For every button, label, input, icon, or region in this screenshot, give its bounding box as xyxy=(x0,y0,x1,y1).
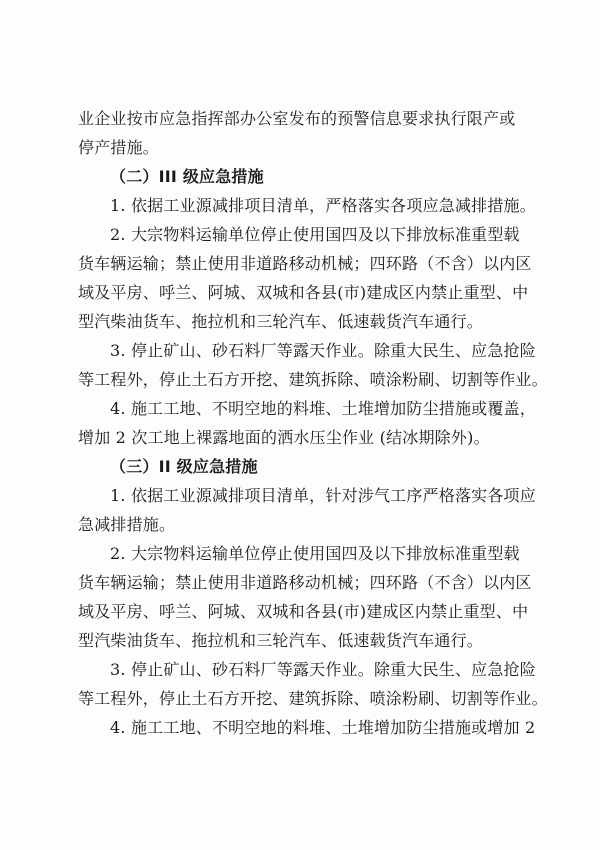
text-line: 2. 大宗物料运输单位停止使用国四及以下排放标准重型载 xyxy=(110,225,520,244)
text-line: 货车辆运输；禁止使用非道路移动机械；四环路（不含）以内区 xyxy=(78,573,532,592)
text-line: 域及平房、呼兰、阿城、双城和各县(市)建成区内禁止重型、中 xyxy=(78,283,529,302)
text-line: 等工程外，停止土石方开挖、建筑拆除、喷涂粉刷、切割等作业。 xyxy=(78,370,548,389)
text-line: 1. 依据工业源减排项目清单，针对涉气工序严格落实各项应 xyxy=(110,486,536,505)
text-line: 等工程外，停止土石方开挖、建筑拆除、喷涂粉刷、切割等作业。 xyxy=(78,689,548,708)
text-line: 停产措施。 xyxy=(78,138,160,157)
section-heading-level-2: （三）II 级应急措施 xyxy=(110,457,258,476)
text-line: 4. 施工工地、不明空地的料堆、土堆增加防尘措施或覆盖， xyxy=(110,399,536,418)
text-line: 型汽柴油货车、拖拉机和三轮汽车、低速载货汽车通行。 xyxy=(78,312,484,331)
text-line: 货车辆运输；禁止使用非道路移动机械；四环路（不含）以内区 xyxy=(78,254,532,273)
text-line: 增加 2 次工地上裸露地面的洒水压尘作业 (结冰期除外)。 xyxy=(78,428,490,447)
text-line: 急减排措施。 xyxy=(78,515,176,534)
text-line: 4. 施工工地、不明空地的料堆、土堆增加防尘措施或增加 2 xyxy=(110,718,536,737)
text-line: 3. 停止矿山、砂石料厂等露天作业。除重大民生、应急抢险 xyxy=(110,341,536,360)
text-line: 型汽柴油货车、拖拉机和三轮汽车、低速载货汽车通行。 xyxy=(78,631,484,650)
text-line: 1. 依据工业源减排项目清单，严格落实各项应急减排措施。 xyxy=(110,196,536,215)
text-line: 业企业按市应急指挥部办公室发布的预警信息要求执行限产或 xyxy=(78,109,516,128)
text-line: 2. 大宗物料运输单位停止使用国四及以下排放标准重型载 xyxy=(110,544,520,563)
text-line: 域及平房、呼兰、阿城、双城和各县(市)建成区内禁止重型、中 xyxy=(78,602,529,621)
section-heading-level-3: （二）III 级应急措施 xyxy=(110,167,264,186)
document-page xyxy=(78,104,548,742)
text-line: 3. 停止矿山、砂石料厂等露天作业。除重大民生、应急抢险 xyxy=(110,660,536,679)
